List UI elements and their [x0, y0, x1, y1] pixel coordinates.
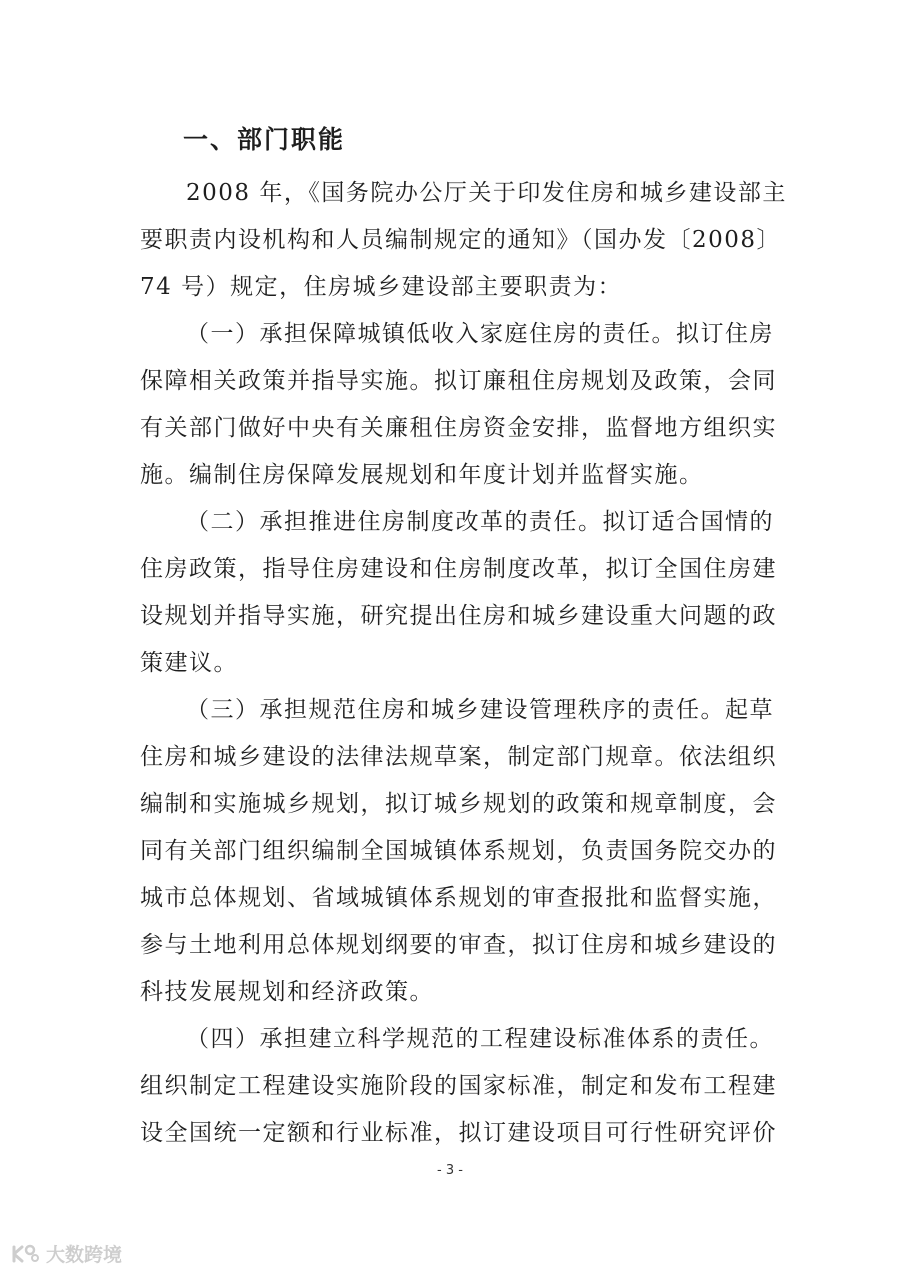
watermark-text: 大数跨境 [46, 1244, 123, 1266]
body-text [140, 170, 787, 1157]
paragraph [140, 1016, 777, 1157]
text-line: 设规划并指导实施，研究提出住房和城乡建设重大问题的政 [140, 603, 777, 629]
text-line: 施。编制住房保障发展规划和年度计划并监督实施。 [140, 462, 704, 488]
page-number: - 3 - [437, 1163, 463, 1178]
text-line: 设全国统一定额和行业标准，拟订建设项目可行性研究评价 [140, 1120, 777, 1146]
text-line: 科技发展规划和经济政策。 [140, 979, 434, 1005]
text-line: （二）承担推进住房制度改革的责任。拟订适合国情的 [186, 509, 774, 535]
text-line: 74 号）规定，住房城乡建设部主要职责为： [140, 274, 623, 300]
text-line: 城市总体规划、省域城镇体系规划的审查报批和监督实施， [140, 885, 777, 911]
text-line: 参与土地利用总体规划纲要的审查，拟订住房和城乡建设的 [140, 932, 777, 958]
text-line: 保障相关政策并指导实施。拟订廉租住房规划及政策，会同 [140, 368, 777, 394]
text-line: （一）承担保障城镇低收入家庭住房的责任。拟订住房 [186, 321, 774, 347]
section-heading: 一、部门职能 [183, 125, 346, 154]
text-line: （四）承担建立科学规范的工程建设标准体系的责任。 [186, 1026, 774, 1052]
text-line: 组织制定工程建设实施阶段的国家标准，制定和发布工程建 [140, 1073, 777, 1099]
text-line: （三）承担规范住房和城乡建设管理秩序的责任。起草 [186, 697, 774, 723]
text-line: 住房和城乡建设的法律法规草案，制定部门规章。依法组织 [140, 744, 777, 770]
text-line: 策建议。 [140, 650, 238, 676]
watermark [10, 1240, 122, 1267]
text-line: 2008 年，《国务院办公厅关于印发住房和城乡建设部主 [186, 180, 787, 206]
text-line: 编制和实施城乡规划，拟订城乡规划的政策和规章制度，会 [140, 791, 777, 817]
text-line: 同有关部门组织编制全国城镇体系规划，负责国务院交办的 [140, 838, 777, 864]
paragraph [140, 499, 777, 687]
text-line: 有关部门做好中央有关廉租住房资金安排，监督地方组织实 [140, 415, 777, 441]
text-line: 要职责内设机构和人员编制规定的通知》（国办发〔2008〕 [140, 227, 782, 253]
text-line: 住房政策，指导住房建设和住房制度改革，拟订全国住房建 [140, 556, 777, 582]
paragraph [140, 311, 777, 499]
logo-icon [10, 1243, 40, 1265]
paragraph [140, 687, 777, 1016]
paragraph [140, 170, 787, 311]
